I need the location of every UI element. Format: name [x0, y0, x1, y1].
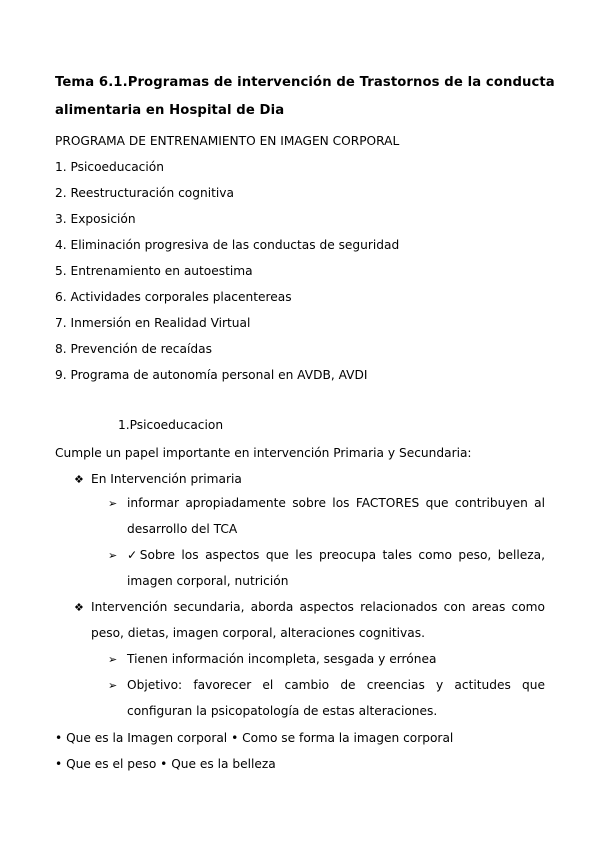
document-title-line-1: Tema 6.1.Programas de intervención de Trastornos de la conducta [55, 75, 555, 90]
secondary-intervention-line-1: Intervención secundaria, aborda aspectos relacionados con areas como [91, 600, 545, 614]
program-item: 6. Actividades corporales placentereas [55, 290, 292, 304]
program-item: 5. Entrenamiento en autoestima [55, 264, 253, 278]
arrow-bullet-icon: ➢ [108, 549, 118, 562]
arrow-bullet-icon: ➢ [108, 653, 118, 666]
secondary-intervention-line-2: peso, dietas, imagen corporal, alteraciones cognitivas. [91, 626, 425, 640]
program-item: 2. Reestructuración cognitiva [55, 186, 234, 200]
arrow-bullet-icon: ➢ [108, 497, 118, 510]
diamond-bullet-icon: ❖ [74, 601, 84, 614]
section-title: 1.Psicoeducacion [118, 418, 224, 432]
program-item: 8. Prevención de recaídas [55, 342, 212, 356]
program-item: 1. Psicoeducación [55, 160, 164, 174]
secondary-point-2-line-1: Objetivo: favorecer el cambio de creencias y actitudes que [127, 678, 545, 692]
secondary-point-2-line-2: configuran la psicopatología de estas alteraciones. [127, 704, 438, 718]
diamond-bullet-icon: ❖ [74, 473, 84, 486]
questions-line-2: • Que es el peso • Que es la belleza [55, 757, 276, 771]
program-item: 7. Inmersión en Realidad Virtual [55, 316, 251, 330]
program-heading: PROGRAMA DE ENTRENAMIENTO EN IMAGEN CORPORAL [55, 134, 400, 148]
primary-point-1-line-2: desarrollo del TCA [127, 522, 238, 536]
primary-point-2-line-1: ✓Sobre los aspectos que les preocupa tales como peso, belleza, [127, 548, 545, 562]
program-item: 9. Programa de autonomía personal en AVDB, AVDI [55, 368, 368, 382]
program-item: 4. Eliminación progresiva de las conductas de seguridad [55, 238, 400, 252]
program-item: 3. Exposición [55, 212, 136, 226]
document-title-line-2: alimentaria en Hospital de Dia [55, 103, 285, 118]
primary-point-2-line-2: imagen corporal, nutrición [127, 574, 289, 588]
questions-line-1: • Que es la Imagen corporal • Como se forma la imagen corporal [55, 731, 454, 745]
arrow-bullet-icon: ➢ [108, 679, 118, 692]
primary-point-1-line-1: informar apropiadamente sobre los FACTORES que contribuyen al [127, 496, 545, 510]
intro-text: Cumple un papel importante en intervención Primaria y Secundaria: [55, 446, 472, 460]
primary-intervention-label: En Intervención primaria [91, 472, 242, 486]
secondary-point-1: Tienen información incompleta, sesgada y errónea [127, 652, 437, 666]
